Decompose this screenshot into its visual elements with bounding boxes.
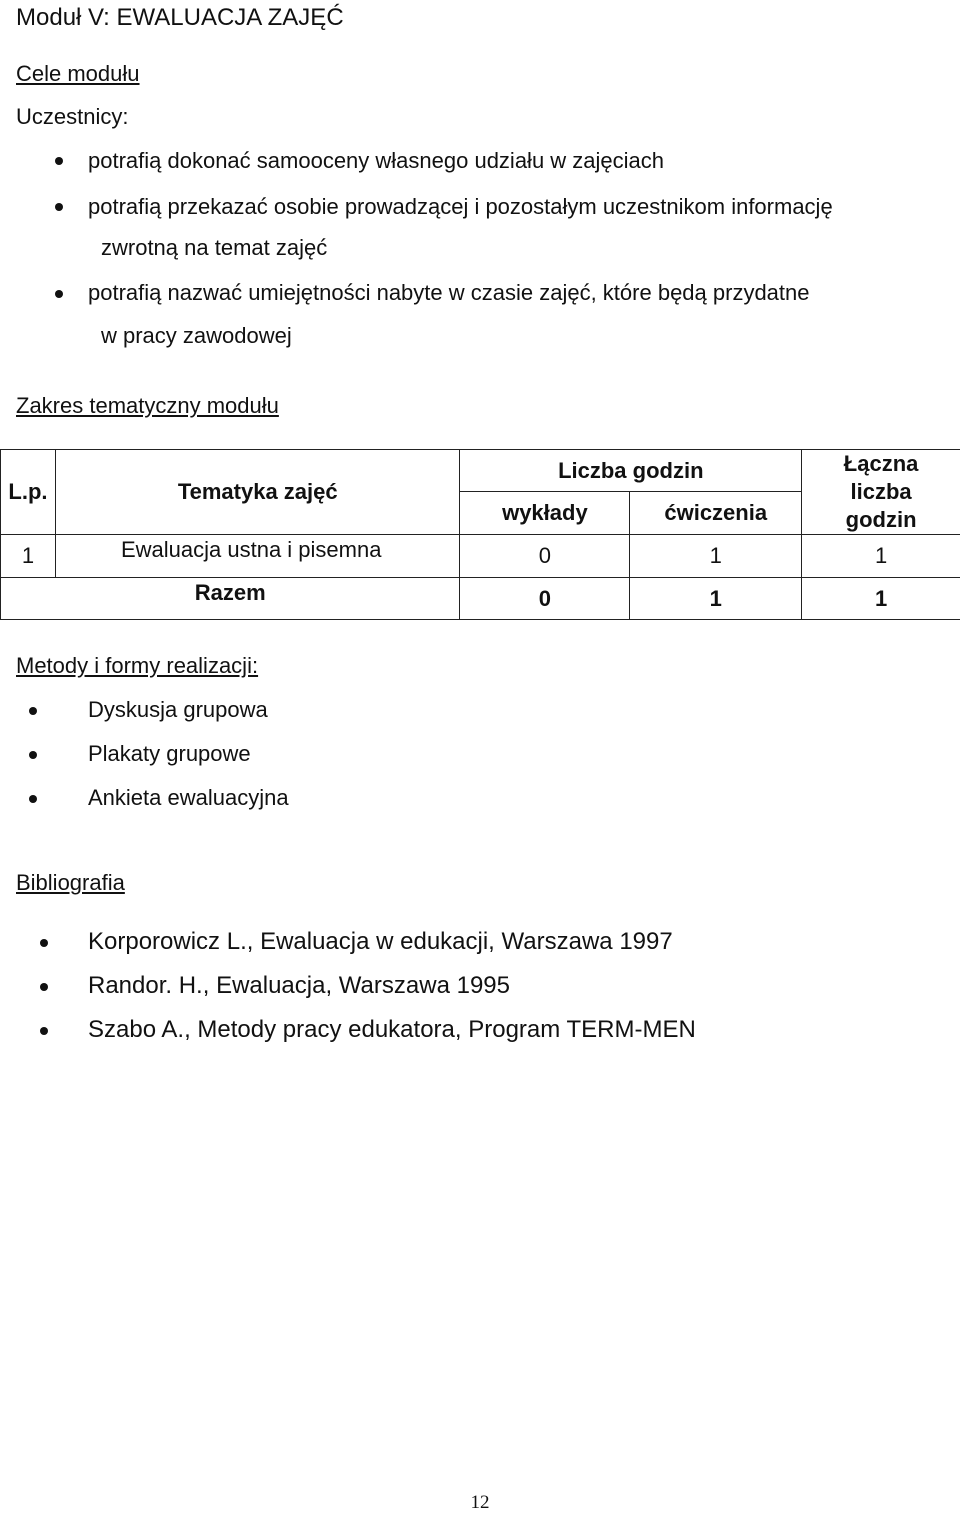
- summary-label: Razem: [1, 578, 460, 620]
- bullet-icon: [40, 983, 48, 991]
- header-total-line3: godzin: [802, 506, 960, 534]
- table-row: [1, 535, 960, 578]
- header-total-line2: liczba: [802, 478, 960, 506]
- bibliography-item-2: Randor. H., Ewaluacja, Warszawa 1995: [88, 972, 510, 1000]
- row-exercises: 1: [630, 535, 802, 578]
- header-hours: Liczba godzin: [460, 450, 802, 492]
- bibliography-item-1: Korporowicz L., Ewaluacja w edukacji, Warszawa 1997: [88, 928, 673, 956]
- header-lp: L.p.: [1, 450, 56, 535]
- row-total: 1: [802, 535, 960, 578]
- bullet-icon: [29, 751, 37, 759]
- method-item-1: Dyskusja grupowa: [88, 697, 268, 723]
- header-topic: Tematyka zajęć: [55, 450, 460, 535]
- module-title: Moduł V: EWALUACJA ZAJĘĆ: [16, 4, 344, 32]
- header-total-line1: Łączna: [802, 450, 960, 478]
- bullet-icon: [29, 795, 37, 803]
- goal-item-3-continuation: w pracy zawodowej: [101, 323, 292, 349]
- page-number: 12: [0, 1492, 960, 1514]
- table-summary-row: [1, 578, 960, 620]
- bullet-icon: [55, 157, 63, 165]
- bibliography-heading: Bibliografia: [16, 870, 125, 896]
- header-lectures: wykłady: [460, 492, 630, 535]
- row-topic: Ewaluacja ustna i pisemna: [55, 535, 460, 578]
- header-exercises: ćwiczenia: [630, 492, 802, 535]
- row-lectures: 0: [460, 535, 630, 578]
- bullet-icon: [29, 707, 37, 715]
- goal-item-3: potrafią nazwać umiejętności nabyte w czasie zajęć, które będą przydatne: [88, 280, 810, 306]
- methods-heading: Metody i formy realizacji:: [16, 653, 258, 679]
- bullet-icon: [55, 203, 63, 211]
- bullet-icon: [40, 1027, 48, 1035]
- topics-table: [0, 449, 960, 620]
- participants-label: Uczestnicy:: [16, 104, 128, 130]
- goal-item-2-continuation: zwrotną na temat zajęć: [101, 235, 327, 261]
- goal-item-1: potrafią dokonać samooceny własnego udziału w zajęciach: [88, 148, 664, 174]
- method-item-2: Plakaty grupowe: [88, 741, 251, 767]
- table-header-row: [1, 450, 960, 492]
- goals-heading: Cele modułu: [16, 61, 140, 87]
- summary-lectures: 0: [460, 578, 630, 620]
- bibliography-item-3: Szabo A., Metody pracy edukatora, Program TERM-MEN: [88, 1016, 696, 1044]
- method-item-3: Ankieta ewaluacyjna: [88, 785, 289, 811]
- row-lp: 1: [1, 535, 56, 578]
- bullet-icon: [55, 290, 63, 298]
- bullet-icon: [40, 939, 48, 947]
- summary-exercises: 1: [630, 578, 802, 620]
- goal-item-2: potrafią przekazać osobie prowadzącej i pozostałym uczestnikom informację: [88, 194, 833, 220]
- scope-heading: Zakres tematyczny modułu: [16, 393, 279, 419]
- header-total: [802, 450, 960, 535]
- summary-total: 1: [802, 578, 960, 620]
